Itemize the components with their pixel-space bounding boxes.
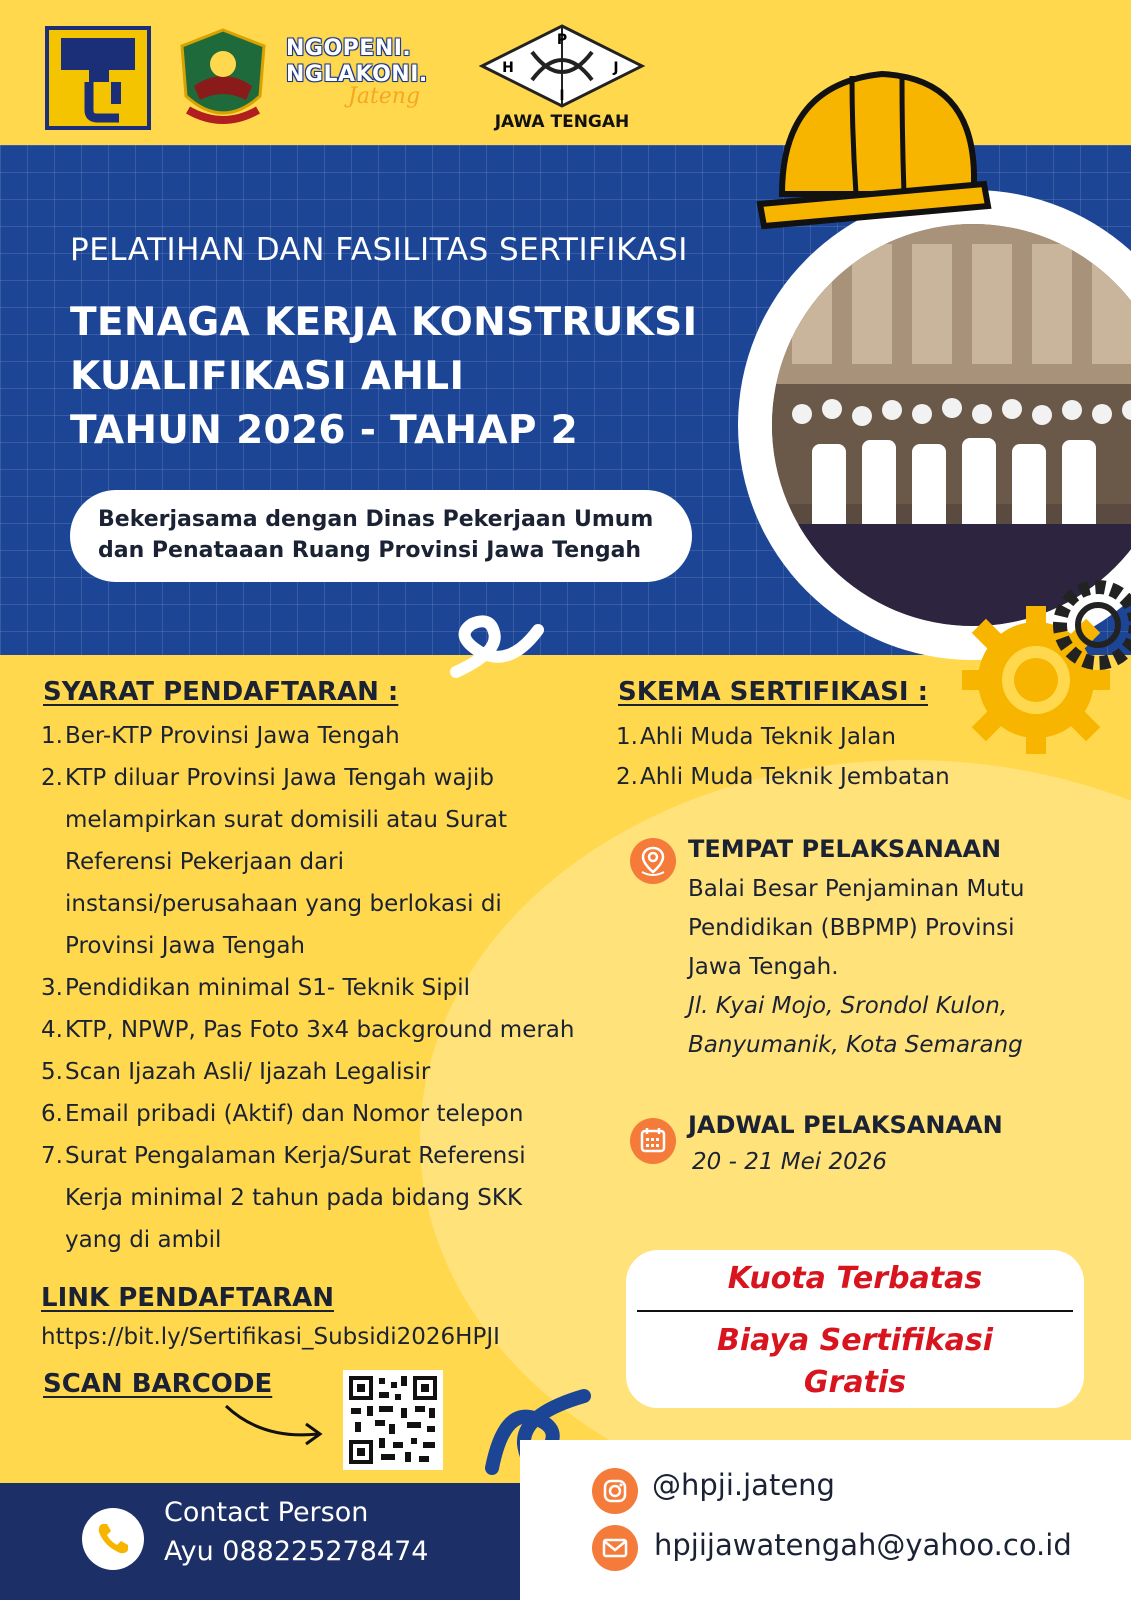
partner-pill — [70, 490, 692, 582]
helmet-icon — [752, 54, 992, 234]
item-text: Kerja minimal 2 tahun pada bidang SKK — [65, 1185, 523, 1211]
scheme-heading: SKEMA SERTIFIKASI : — [618, 677, 928, 707]
item-number: 4. — [41, 1017, 63, 1043]
list-item — [43, 757, 623, 967]
venue-details — [688, 870, 1088, 1065]
item-number: 5. — [41, 1059, 63, 1085]
schedule-heading: JADWAL PELAKSANAAN — [688, 1111, 1003, 1139]
partner-line: Bekerjasama dengan Dinas Pekerjaan Umum — [98, 507, 654, 532]
instagram-icon — [592, 1468, 638, 1514]
list-item — [618, 717, 1018, 757]
item-number: 6. — [41, 1101, 63, 1127]
list-item — [618, 757, 1018, 797]
requirements-list — [43, 715, 623, 1261]
jateng-emblem-logo — [174, 26, 272, 132]
footer-cut — [460, 1483, 520, 1600]
scan-heading: SCAN BARCODE — [43, 1369, 273, 1399]
scheme-list — [618, 717, 1018, 797]
ngopeni-line1: NGOPENI. — [286, 36, 412, 61]
squiggle-decoration — [450, 612, 560, 682]
quota-line: Kuota Terbatas — [727, 1261, 983, 1296]
item-number: 1. — [41, 723, 63, 749]
calendar-icon — [630, 1118, 676, 1164]
item-text: Referensi Pekerjaan dari — [65, 849, 345, 875]
contact-email[interactable]: hpjijawatengah@yahoo.co.id — [654, 1528, 1072, 1562]
venue-address-line: Banyumanik, Kota Semarang — [688, 1032, 1023, 1058]
contact-label: Contact Person — [164, 1497, 369, 1528]
item-text: Email pribadi (Aktif) dan Nomor telepon — [65, 1101, 524, 1127]
item-text: Ber-KTP Provinsi Jawa Tengah — [65, 723, 400, 749]
item-text: instansi/perusahaan yang berlokasi di — [65, 891, 502, 917]
email-icon — [592, 1525, 638, 1571]
item-number: 2. — [616, 764, 638, 790]
list-item — [43, 715, 623, 757]
link-heading: LINK PENDAFTARAN — [41, 1283, 334, 1313]
item-text: KTP diluar Provinsi Jawa Tengah wajib — [65, 765, 494, 791]
qr-code[interactable] — [343, 1370, 443, 1470]
item-number: 2. — [41, 765, 63, 791]
venue-heading: TEMPAT PELAKSANAAN — [688, 835, 1002, 863]
hpji-letter-p: P — [556, 32, 568, 48]
partner-line: dan Penataaan Ruang Provinsi Jawa Tengah — [98, 538, 642, 563]
item-number: 3. — [41, 975, 63, 1001]
footer-right — [520, 1440, 1131, 1600]
hpji-letter-i: I — [559, 88, 565, 104]
item-text: yang di ambil — [65, 1227, 222, 1253]
venue-line: Pendidikan (BBPMP) Provinsi — [688, 915, 1015, 941]
contact-person: Ayu 088225278474 — [164, 1536, 429, 1567]
schedule-date: 20 - 21 Mei 2026 — [692, 1149, 887, 1175]
registration-link[interactable]: https://bit.ly/Sertifikasi_Subsidi2026HPJI — [41, 1324, 500, 1350]
arrow-icon — [222, 1400, 332, 1450]
list-item — [43, 967, 623, 1009]
venue-line: Jawa Tengah. — [688, 954, 839, 980]
location-pin-icon — [630, 838, 676, 884]
item-text: Ahli Muda Teknik Jembatan — [640, 764, 950, 790]
item-text: Pendidikan minimal S1- Teknik Sipil — [65, 975, 471, 1001]
hero-title-line: TAHUN 2026 - TAHAP 2 — [70, 408, 579, 453]
pu-logo — [45, 26, 151, 130]
requirements-heading: SYARAT PENDAFTARAN : — [43, 677, 399, 707]
hpji-caption: JAWA TENGAH — [494, 112, 630, 132]
hero-title-line: TENAGA KERJA KONSTRUKSI — [70, 300, 698, 345]
gear-icon — [1048, 570, 1131, 680]
hpji-letter-j: J — [613, 60, 619, 76]
list-item — [43, 1009, 623, 1051]
item-number: 1. — [616, 724, 638, 750]
quota-card — [626, 1250, 1084, 1408]
list-item — [43, 1051, 623, 1093]
ngopeni-script: Jateng — [348, 84, 421, 109]
item-number: 7. — [41, 1143, 63, 1169]
instagram-handle[interactable]: @hpji.jateng — [652, 1468, 835, 1502]
venue-address-line: Jl. Kyai Mojo, Srondol Kulon, — [688, 993, 1008, 1019]
venue-line: Balai Besar Penjaminan Mutu — [688, 876, 1025, 902]
item-text: melampirkan surat domisili atau Surat — [65, 807, 507, 833]
ngopeni-line2: NGLAKONI. — [286, 62, 428, 87]
item-text: Provinsi Jawa Tengah — [65, 933, 305, 959]
item-text: KTP, NPWP, Pas Foto 3x4 background merah — [65, 1017, 575, 1043]
quota-line: Gratis — [803, 1365, 907, 1400]
list-item — [43, 1135, 623, 1261]
quota-divider — [637, 1310, 1073, 1312]
item-text: Scan Ijazah Asli/ Ijazah Legalisir — [65, 1059, 431, 1085]
phone-icon — [82, 1508, 144, 1570]
hpji-letter-h: H — [502, 60, 514, 76]
list-item — [43, 1093, 623, 1135]
item-text: Surat Pengalaman Kerja/Surat Referensi — [65, 1143, 526, 1169]
hero-subtitle: PELATIHAN DAN FASILITAS SERTIFIKASI — [70, 232, 688, 268]
hero-title — [70, 296, 697, 458]
quota-line: Biaya Sertifikasi — [716, 1323, 994, 1358]
item-text: Ahli Muda Teknik Jalan — [640, 724, 896, 750]
hero-title-line: KUALIFIKASI AHLI — [70, 354, 465, 399]
ngopeni-nglakoni-logo — [286, 36, 456, 120]
